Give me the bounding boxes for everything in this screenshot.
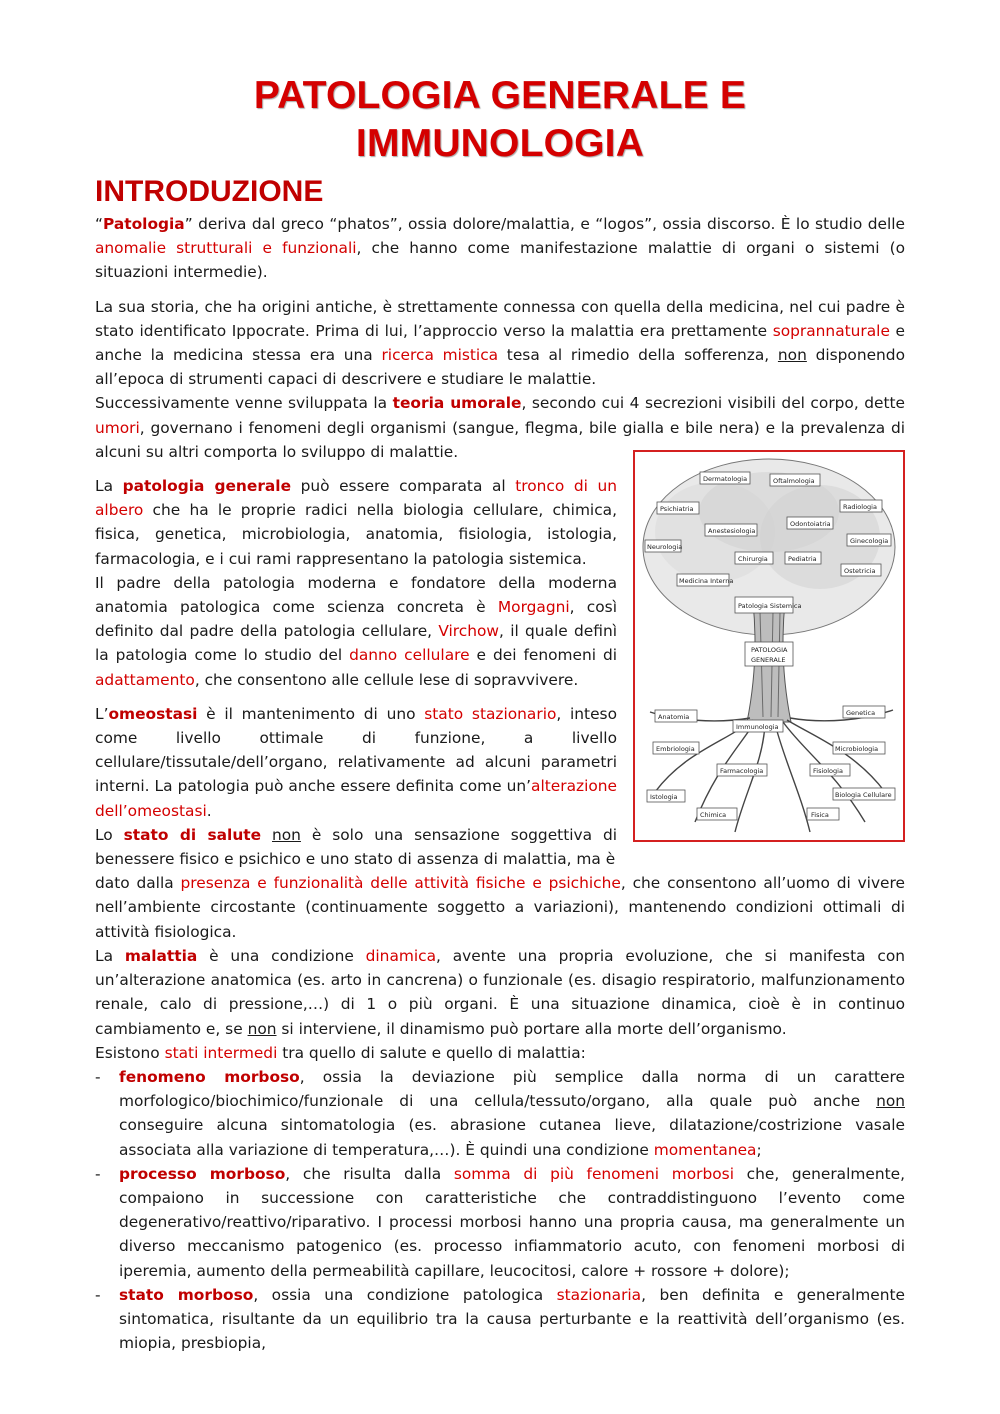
tree-label: Dermatologia	[703, 475, 748, 483]
tree-label: Fisiologia	[813, 767, 843, 775]
tree-label: Ginecologia	[850, 537, 889, 545]
paragraph-health-b: dato dalla presenza e funzionalità delle attività fisiche e psichiche, che consentono all’uomo di vivere nell’ambiente circostante (continuamente soggetto a variazioni), mantenendo condizioni ottimali di attività fisiologica.	[95, 874, 905, 941]
pathology-tree-illustration	[635, 452, 903, 840]
text-beside-figure	[95, 474, 617, 871]
paragraph-disease: La malattia è una condizione dinamica, avente una propria evoluzione, che si manifesta con un’alterazione anatomica (es. arto in cancrena) o funzionale (es. disagio respiratorio, malfunzionamento renale, calo di pressione,…) di 1 o più organi. È una situazione dinamica, cioè è in continuo cambiamento e, se non si interviene, il dinamismo può portare alla morte dell’organismo.	[95, 946, 905, 1038]
tree-label: Neurologia	[647, 543, 683, 551]
tree-label: Fisica	[811, 811, 829, 819]
tree-label: Farmacologia	[720, 767, 764, 775]
paragraph-history: La sua storia, che ha origini antiche, è strettamente connessa con quella della medicina, nel cui padre è stato identificato Ippocrate. Prima di lui, l’approccio verso la malattia era prettamente soprannaturale e anche la medicina stessa era una ricerca mistica tesa al rimedio della sofferenza, non disponendo all’epoca di strumenti capaci di descrivere e studiare le malattie.	[95, 297, 905, 389]
paragraph-intermediate-states: Esistono stati intermedi tra quello di salute e quello di malattia:	[95, 1043, 586, 1062]
tree-label: Genetica	[846, 709, 876, 717]
tree-label: Embriologia	[656, 745, 695, 753]
tree-label: Anestesiologia	[708, 527, 756, 535]
tree-label: GENERALE	[751, 656, 786, 664]
tree-label: Patologia Sistemica	[738, 602, 802, 610]
tree-label: Immunologia	[736, 723, 779, 731]
document-page	[95, 72, 905, 1355]
tree-label: Pediatria	[788, 555, 817, 563]
paragraph-homeostasis: L’omeostasi è il mantenimento di uno stato stazionario, inteso come livello ottimale di funzione, a livello cellulare/tissutale/dell’organo, relativamente ad alcuni parametri interni. La patologia può anche essere definita come un’alterazione dell’omeostasi.	[95, 704, 617, 820]
tree-label: Psichiatria	[660, 505, 694, 513]
intermediate-states-list	[95, 1065, 905, 1355]
document-title: PATOLOGIA GENERALE E IMMUNOLOGIA	[253, 74, 747, 165]
tree-label: Ostetricia	[844, 567, 876, 575]
list-item: - fenomeno morboso, ossia la deviazione più semplice dalla norma di un carattere morfologico/biochimico/funzionale di una cellula/tessuto/organo, alla quale può anche non conseguire alcuna sintomatologia (es. abrasione cutanea lieve, dilatazione/costrizione vasale associata alla variazione di temperatura,…). È quindi una condizione momentanea;	[95, 1065, 905, 1162]
section-heading: INTRODUZIONE	[95, 175, 324, 208]
tree-label: Odontoiatria	[790, 520, 831, 528]
paragraph-definition: “Patologia” deriva dal greco “phatos”, ossia dolore/malattia, e “logos”, ossia discorso. È lo studio delle anomalie strutturali e funzionali, che hanno come manifestazione malattie di organi o sistemi (o situazioni intermedie).	[95, 215, 905, 282]
tree-label: Chimica	[700, 811, 727, 819]
tree-label: Medicina Interna	[679, 577, 734, 585]
tree-label: PATOLOGIA	[751, 646, 788, 654]
list-item: - stato morboso, ossia una condizione patologica stazionaria, ben definita e generalmente sintomatica, risultante da un equilibrio tra la causa perturbante e la reattività dell’organismo (es. miopia, presbiopia,	[95, 1283, 905, 1356]
tree-label: Radiologia	[843, 503, 877, 511]
pathology-tree-figure	[633, 450, 905, 842]
tree-label: Anatomia	[658, 713, 690, 721]
paragraph-humoral-theory: Successivamente venne sviluppata la teoria umorale, secondo cui 4 secrezioni visibili del corpo, dette umori, governano i fenomeni degli organismi (sangue, flegma, bile gialla e bile nera) e la prevalenza di alcuni su altri comporta lo sviluppo di malattie.	[95, 394, 905, 461]
tree-label: Chirurgia	[738, 555, 768, 563]
tree-label: Biologia Cellulare	[835, 791, 892, 799]
paragraph-general-pathology: La patologia generale può essere comparata al tronco di un albero che ha le proprie radici nella biologia cellulare, chimica, fisica, genetica, microbiologia, anatomia, fisiologia, istologia, farmacologia, e i cui rami rappresentano la patologia sistemica.	[95, 477, 617, 568]
tree-label: Oftalmologia	[773, 477, 815, 485]
paragraph-health-a: Lo stato di salute non è solo una sensazione soggettiva di benessere fisico e psichico e uno stato di assenza di malattia, ma è	[95, 825, 617, 869]
list-item: - processo morboso, che risulta dalla somma di più fenomeni morbosi che, generalmente, compaiono in successione con caratteristiche che contraddistinguono l’evento come degenerativo/reattivo/riparativo. I processi morbosi hanno una propria causa, ma generalmente un diverso meccanismo patogenico (es. processo infiammatorio acuto, con fenomeni morbosi di iperemia, aumento della permeabilità capillare, leucocitosi, calore + rossore + dolore);	[95, 1162, 905, 1283]
tree-label: Istologia	[650, 793, 678, 801]
paragraph-morgagni: Il padre della patologia moderna e fondatore della moderna anatomia patologica come scienza concreta è Morgagni, così definito dal padre della patologia cellulare, Virchow, il quale definì la patologia come lo studio del danno cellulare e dei fenomeni di adattamento, che consentono alle cellule lese di sopravvivere.	[95, 573, 618, 689]
tree-label: Microbiologia	[835, 745, 879, 753]
